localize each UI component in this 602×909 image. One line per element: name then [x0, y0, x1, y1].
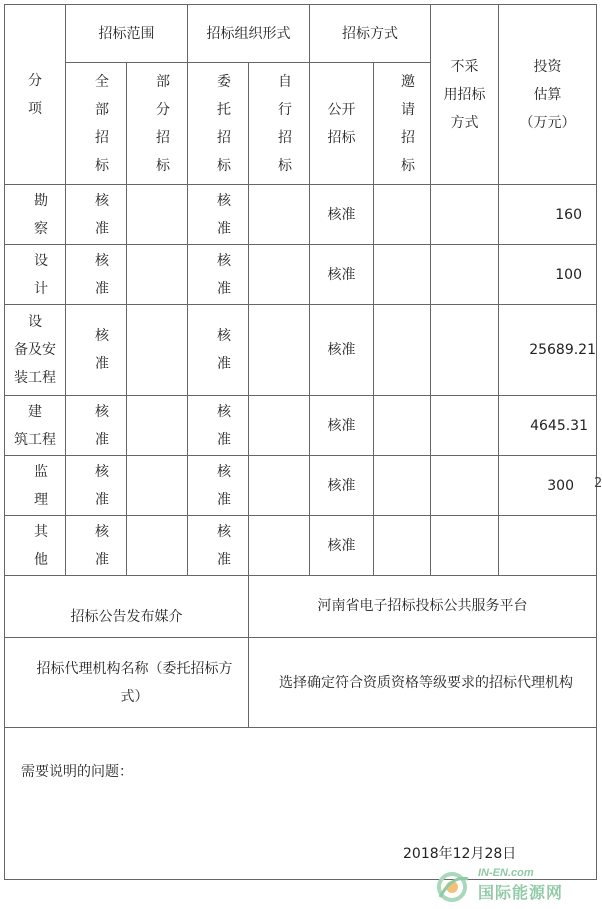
header-scope: 招标范围 [66, 5, 188, 63]
row-all: 核 准 [66, 516, 127, 576]
row-invite [374, 396, 431, 456]
header-part-bid: 部 分 招 标 [127, 63, 188, 185]
table-row [5, 516, 597, 576]
table-row [5, 305, 597, 396]
watermark-logo [432, 867, 592, 903]
row-invite [374, 305, 431, 396]
row-entrust: 核 准 [188, 245, 249, 305]
row-part [127, 185, 188, 245]
header-open-bid: 公开 招标 [310, 63, 374, 185]
row-investment [499, 516, 597, 576]
row-no-bid [431, 185, 499, 245]
bid-table [4, 4, 597, 880]
row-open: 核准 [310, 516, 374, 576]
watermark-brand: 国际能源网 [478, 883, 564, 902]
row-part [127, 245, 188, 305]
row-open: 核准 [310, 456, 374, 516]
media-label: 招标公告发布媒介 [5, 576, 249, 638]
row-self [249, 396, 310, 456]
row-invite [374, 456, 431, 516]
table-row [5, 245, 597, 305]
row-no-bid [431, 456, 499, 516]
stray-mark: 2 [594, 476, 602, 491]
row-all: 核 准 [66, 456, 127, 516]
row-entrust: 核 准 [188, 396, 249, 456]
row-entrust: 核 准 [188, 516, 249, 576]
header-organization: 招标组织形式 [188, 5, 310, 63]
row-name: 勘 察 [5, 185, 66, 245]
row-investment: 160 [499, 185, 597, 245]
row-open: 核准 [310, 245, 374, 305]
row-part [127, 456, 188, 516]
row-no-bid [431, 516, 499, 576]
row-name: 监 理 [5, 456, 66, 516]
row-invite [374, 245, 431, 305]
agency-label: 招标代理机构名称（委托招标方式） [5, 638, 249, 728]
row-open: 核准 [310, 305, 374, 396]
row-part [127, 396, 188, 456]
row-entrust: 核 准 [188, 456, 249, 516]
notes-date: 2018年12月28日 [403, 846, 517, 862]
row-open: 核准 [310, 396, 374, 456]
agency-value: 选择确定符合资质资格等级要求的招标代理机构 [249, 638, 597, 728]
media-value: 河南省电子招标投标公共服务平台 [249, 576, 597, 638]
header-self-bid: 自 行 招 标 [249, 63, 310, 185]
table-row [5, 396, 597, 456]
row-name: 其 他 [5, 516, 66, 576]
header-investment: 投资 估算 （万元） [499, 5, 597, 185]
header-method: 招标方式 [310, 5, 431, 63]
header-no-bid: 不采 用招标 方式 [431, 5, 499, 185]
row-part [127, 516, 188, 576]
row-all: 核 准 [66, 396, 127, 456]
energy-swirl-icon [432, 867, 476, 903]
watermark-domain: IN-EN.com [478, 867, 534, 879]
row-investment: 4645.31 [499, 396, 597, 456]
header-invite-bid: 邀 请 招 标 [374, 63, 431, 185]
notes-label: 需要说明的问题： [21, 764, 133, 780]
row-entrust: 核 准 [188, 185, 249, 245]
row-invite [374, 185, 431, 245]
row-entrust: 核 准 [188, 305, 249, 396]
row-no-bid [431, 305, 499, 396]
row-invite [374, 516, 431, 576]
row-name: 设 备及安 装工程 [5, 305, 66, 396]
row-all: 核 准 [66, 185, 127, 245]
row-investment: 300 [499, 456, 597, 516]
row-no-bid [431, 396, 499, 456]
row-part [127, 305, 188, 396]
row-self [249, 245, 310, 305]
row-name: 设 计 [5, 245, 66, 305]
row-investment: 25689.21 [499, 305, 597, 396]
header-entrust-bid: 委 托 招 标 [188, 63, 249, 185]
header-category: 分 项 [5, 5, 66, 185]
table-row [5, 185, 597, 245]
row-name: 建 筑工程 [5, 396, 66, 456]
row-investment: 100 [499, 245, 597, 305]
row-self [249, 185, 310, 245]
row-all: 核 准 [66, 245, 127, 305]
notes-section [5, 728, 597, 880]
header-all-bid: 全 部 招 标 [66, 63, 127, 185]
table-row [5, 456, 597, 516]
row-self [249, 516, 310, 576]
row-self [249, 456, 310, 516]
row-no-bid [431, 245, 499, 305]
row-open: 核准 [310, 185, 374, 245]
row-self [249, 305, 310, 396]
row-all: 核 准 [66, 305, 127, 396]
